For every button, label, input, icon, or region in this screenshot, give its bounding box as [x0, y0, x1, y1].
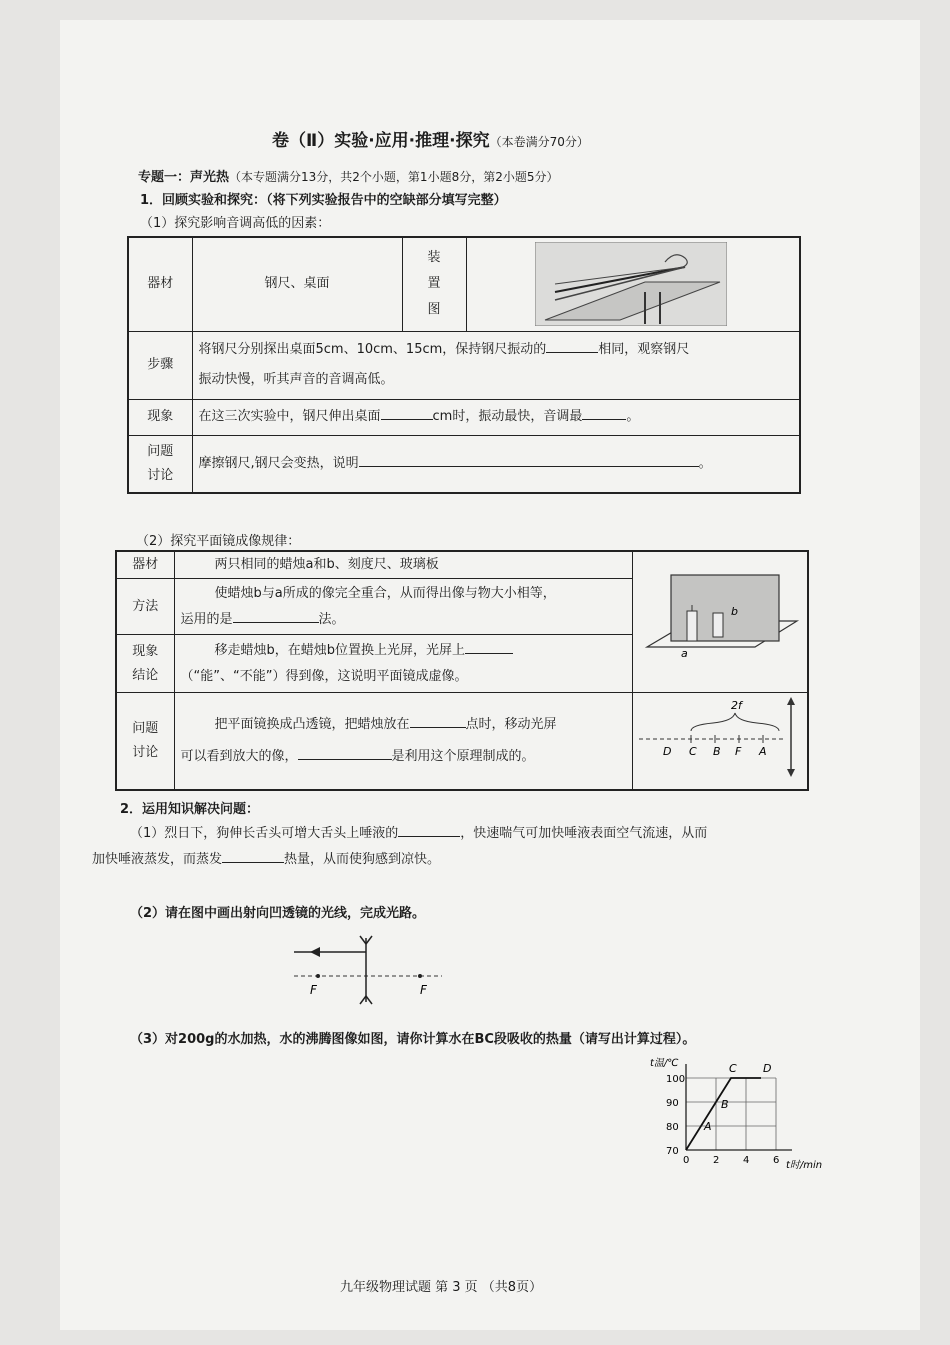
chart-x-tick-label: 6 — [773, 1155, 780, 1166]
candle-a-label: a — [680, 647, 688, 660]
point-f-label: F — [734, 745, 741, 758]
pitch-experiment-table — [127, 236, 801, 494]
discussion-label-2: 讨论 — [147, 467, 174, 483]
chart-x-tick-label: 0 — [683, 1155, 690, 1166]
point-a-label: A — [758, 745, 767, 758]
focus-right-label: F — [420, 983, 427, 997]
mirror-phenomenon-label-1: 现象 — [132, 643, 159, 659]
equipment-label: 器材 — [128, 237, 192, 331]
q2-part1-text-2b: 热量，从而使狗感到凉快。 — [284, 852, 441, 867]
mirror-phenomenon-text-2: （“能”、“不能”）得到像，这说明平面镜成虚像。 — [180, 668, 468, 684]
mirror-phenomenon-label-2: 结论 — [132, 667, 159, 683]
mirror-discussion-cell — [174, 693, 632, 791]
question-2-heading — [120, 798, 259, 817]
steps-text-1b: 相同，观察钢尺 — [598, 342, 690, 357]
mirror-discussion-label-2: 讨论 — [132, 745, 159, 760]
q2-part1-text-1b: ，快速喘气可加快唾液表面空气流速，从而 — [460, 826, 708, 841]
question-1-number: 1． — [140, 193, 163, 208]
concave-lens-figure — [288, 930, 448, 1006]
steps-text-1a: 将钢尺分别探出桌面5cm、10cm、15cm，保持钢尺振动的 — [198, 342, 547, 357]
method-cell — [174, 579, 632, 635]
mirror-discussion-text-1a: 把平面镜换成凸透镜，把蜡烛放在 — [214, 717, 410, 732]
method-text-2a: 运用的是 — [180, 611, 233, 627]
plane-mirror-figure — [637, 565, 803, 669]
method-blank[interactable] — [233, 608, 319, 623]
focus-left-label: F — [310, 983, 317, 997]
phenomenon-cell — [192, 399, 800, 435]
chart-series — [686, 1062, 771, 1150]
chart-y-label: t温/℃ — [650, 1058, 679, 1069]
chart-series-line — [686, 1078, 761, 1150]
chart-x-tick-label: 2 — [713, 1155, 720, 1166]
ruler-on-table-figure — [535, 242, 727, 326]
mirror-phenomenon-blank[interactable] — [465, 639, 513, 654]
discussion-text-a: 摩擦钢尺,钢尺会变热，说明 — [198, 455, 359, 471]
q2-part2-text: （2）请在图中画出射向凹透镜的光线，完成光路。 — [130, 906, 426, 921]
section-header — [272, 126, 589, 151]
equipment-value: 钢尺、桌面 — [192, 237, 402, 331]
q2-part1-line2 — [92, 848, 440, 867]
topic-note: （本专题满分13分，共2个小题，第1小题8分，第2小题5分） — [229, 170, 559, 184]
chart-grid — [686, 1078, 776, 1150]
topic-heading — [138, 166, 558, 185]
apparatus-figure-cell — [466, 237, 800, 331]
question-1-title: 回顾实验和探究： — [162, 193, 267, 208]
chart-point-label: B — [721, 1098, 729, 1111]
discussion-text-b: 。 — [698, 455, 712, 471]
mirror-discussion-text-2a: 可以看到放大的像， — [180, 749, 298, 764]
chart-x-tick-label: 4 — [743, 1155, 750, 1166]
apparatus-label-1: 装 — [427, 250, 441, 266]
chart-y-tick-label: 90 — [666, 1098, 679, 1109]
topic-label: 专题一： — [138, 170, 191, 185]
q2-part1-text-2a: 加快唾液蒸发，而蒸发 — [92, 852, 223, 867]
method-text-2b: 法。 — [318, 611, 345, 627]
mirror-phenomenon-cell — [174, 635, 632, 693]
discussion-blank[interactable] — [359, 452, 699, 467]
discussion-label — [128, 435, 192, 493]
question-1-instruction: （将下列实验报告中的空缺部分填写完整） — [266, 193, 507, 208]
q2-part1-line1 — [130, 822, 707, 841]
mirror-discussion-label-1: 问题 — [132, 721, 159, 736]
chart-x-label: t时/min — [786, 1160, 823, 1171]
mirror-figure-cell — [632, 551, 808, 693]
point-d-label: D — [662, 745, 671, 758]
mirror-equipment-label: 器材 — [116, 551, 174, 579]
phenomenon-blank-length[interactable] — [381, 405, 433, 420]
fig-2f-label: 2f — [730, 699, 742, 712]
apparatus-label — [402, 237, 466, 331]
question-1-heading — [140, 189, 507, 208]
mirror-discussion-blank-device[interactable] — [298, 745, 392, 760]
q2-part1-blank-heat[interactable] — [222, 848, 284, 863]
chart-ticks — [666, 1074, 779, 1166]
topic-name: 声光热 — [190, 170, 230, 185]
mirror-experiment-table — [115, 550, 809, 791]
section-title: 卷（Ⅱ）实验·应用·推理·探究 — [272, 131, 490, 151]
q2-part1-blank-area[interactable] — [398, 822, 460, 837]
mirror-discussion-blank-point[interactable] — [410, 713, 466, 728]
chart-point-label: A — [704, 1120, 712, 1133]
point-c-label: C — [688, 745, 697, 758]
mirror-discussion-text-1b: 点时，移动光屏 — [465, 717, 557, 732]
boiling-chart — [640, 1050, 840, 1175]
lens-axis-figure — [633, 693, 809, 779]
discussion-cell — [192, 435, 800, 493]
question-2-number: 2． — [120, 802, 143, 817]
chart-y-tick-label: 80 — [666, 1122, 679, 1133]
mirror-discussion-label — [116, 693, 174, 791]
chart-y-tick-label: 100 — [666, 1074, 686, 1085]
method-text-1: 使蜡烛b与a所成的像完全重合，从而得出像与物大小相等， — [214, 585, 556, 601]
page-footer: 九年级物理试题 第 3 页 （共8页） — [340, 1280, 543, 1295]
discussion-label-1: 问题 — [147, 443, 174, 459]
mirror-discussion-text-2b: 是利用这个原理制成的。 — [391, 749, 535, 764]
mirror-equipment-value: 两只相同的蜡烛a和b、刻度尺、玻璃板 — [174, 551, 632, 579]
mirror-phenomenon-label — [116, 635, 174, 693]
chart-point-label: D — [763, 1062, 772, 1075]
lens-axis-figure-cell — [632, 693, 808, 791]
chart-y-tick-label: 70 — [666, 1146, 679, 1157]
part-1-title: （1）探究影响音调高低的因素： — [140, 216, 331, 231]
phenomenon-blank-pitch[interactable] — [582, 405, 626, 420]
mirror-phenomenon-text-1: 移走蜡烛b，在蜡烛b位置换上光屏，光屏上 — [214, 642, 466, 658]
q2-part3-text: （3）对200g的水加热，水的沸腾图像如图，请你计算水在BC段吸收的热量（请写出计算过程）。 — [130, 1032, 696, 1047]
method-label: 方法 — [116, 579, 174, 635]
apparatus-label-2: 置 — [427, 276, 441, 292]
steps-text-2: 振动快慢，听其声音的音调高低。 — [198, 372, 394, 387]
part-2-title: （2）探究平面镜成像规律： — [136, 534, 301, 549]
phenomenon-text-a: 在这三次实验中，钢尺伸出桌面 — [198, 409, 381, 424]
phenomenon-text-c: 。 — [626, 409, 640, 424]
question-2-title: 运用知识解决问题： — [142, 802, 260, 817]
steps-blank[interactable] — [546, 338, 598, 353]
candle-b-label: b — [730, 605, 738, 618]
steps-cell — [192, 331, 800, 399]
section-title-note: （本卷满分70分） — [489, 135, 589, 149]
q2-part1-text-1a: （1）烈日下，狗伸长舌头可增大舌头上唾液的 — [130, 826, 399, 841]
point-b-label: B — [712, 745, 721, 758]
chart-point-label: C — [729, 1062, 737, 1075]
steps-label: 步骤 — [128, 331, 192, 399]
apparatus-label-3: 图 — [427, 302, 441, 318]
phenomenon-text-b: cm时，振动最快，音调最 — [432, 409, 583, 424]
phenomenon-label: 现象 — [128, 399, 192, 435]
